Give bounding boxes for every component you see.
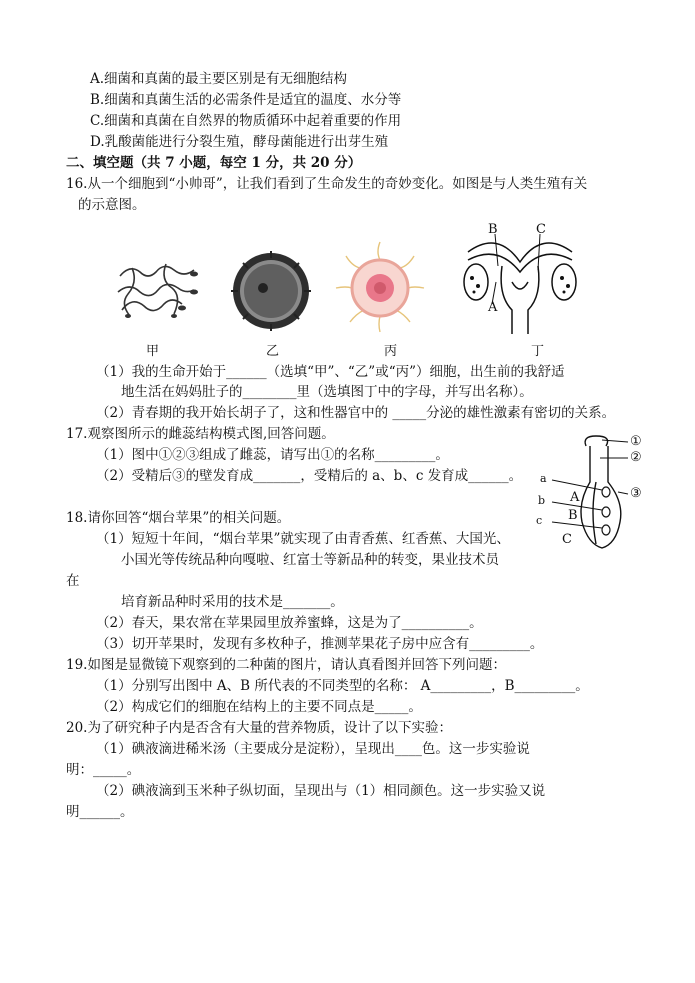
- egg-cell-illustration: [230, 250, 312, 332]
- q16-stem: 16.从一个细胞到“小帅哥”，让我们看到了生命发生的奇妙变化。如图是与人类生殖有关: [66, 176, 588, 192]
- uterus-diagram: [460, 220, 580, 336]
- q16-part1: （1）我的生命开始于______（选填“甲”、“乙”或“丙”）细胞，出生前的我舒适: [96, 364, 565, 380]
- q18-part1: （1）短短十年间，“烟台苹果”就实现了由青香蕉、红香蕉、大国光、: [96, 531, 510, 547]
- q18-part3: （3）切开苹果时，发现有多枚种子，推测苹果花子房中应含有_________。: [96, 636, 544, 652]
- pistil-diagram: [540, 432, 680, 550]
- option-b: B.细菌和真菌生活的必需条件是适宜的温度、水分等: [90, 92, 402, 108]
- sperm-illustration: [112, 254, 202, 326]
- option-a: A.细菌和真菌的最主要区别是有无细胞结构: [90, 71, 348, 87]
- uterus-label-a: A: [488, 300, 498, 315]
- q18-stem: 18.请你回答“烟台苹果”的相关问题。: [66, 510, 291, 526]
- q20-part2: （2）碘液滴到玉米种子纵切面，呈现出与（1）相同颜色。这一步实验又说: [96, 783, 546, 799]
- q20-part1-cont: 明：_____。: [66, 762, 141, 778]
- q16-stem-cont: 的示意图。: [78, 197, 146, 213]
- q17-part2: （2）受精后③的壁发育成_______，受精后的 a、b、c 发育成______。: [96, 468, 523, 484]
- pistil-label-3: ③: [630, 486, 642, 501]
- option-c: C.细菌和真菌在自然界的物质循环中起着重要的作用: [90, 113, 402, 129]
- pistil-label-C: C: [562, 532, 572, 547]
- q18-part1-cont3: 培育新品种时采用的技术是_______。: [121, 594, 344, 610]
- pistil-label-a: a: [540, 472, 547, 485]
- option-d: D.乳酸菌能进行分裂生殖，酵母菌能进行出芽生殖: [90, 134, 389, 150]
- pistil-label-A: A: [570, 490, 580, 505]
- q20-part1: （1）碘液滴进稀米汤（主要成分是淀粉），呈现出____色。这一步实验说: [96, 741, 530, 757]
- q16-part1-cont: 地生活在妈妈肚子的________里（选填图丁中的字母，并写出名称）。: [121, 384, 533, 400]
- figure-label-yi: 乙: [266, 344, 280, 359]
- q19-part1: （1）分别写出图中 A、B 所代表的不同类型的名称： A_________，B_________。: [96, 678, 589, 694]
- q16-part2: （2）青春期的我开始长胡子了，这和性器官中的 _____分泌的雄性激素有密切的关系。: [96, 405, 616, 421]
- figure-label-bing: 丙: [384, 344, 398, 359]
- uterus-label-b: B: [488, 222, 498, 237]
- q18-part1-cont: 小国光等传统品种向嘎啦、红富士等新品种的转变，果业技术员: [121, 552, 499, 568]
- fertilization-illustration: [330, 236, 430, 336]
- pistil-label-c: c: [536, 514, 543, 527]
- q20-stem: 20.为了研究种子内是否含有大量的营养物质，设计了以下实验：: [66, 720, 452, 736]
- q17-part1: （1）图中①②③组成了雌蕊，请写出①的名称_________。: [96, 447, 449, 463]
- section-heading: 二、填空题（共 7 小题，每空 1 分，共 20 分）: [66, 155, 362, 171]
- figure-label-jia: 甲: [146, 344, 160, 359]
- pistil-label-1: ①: [630, 434, 642, 449]
- pistil-label-b: b: [538, 494, 546, 507]
- q20-part2-cont: 明______。: [66, 804, 134, 820]
- q17-stem: 17.观察图所示的雌蕊结构模式图,回答问题。: [66, 426, 335, 442]
- q18-part1-cont2: 在: [66, 573, 80, 589]
- uterus-label-c: C: [536, 222, 546, 237]
- q19-part2: （2）构成它们的细胞在结构上的主要不同点是_____。: [96, 699, 422, 715]
- q19-stem: 19.如图是显微镜下观察到的二种菌的图片，请认真看图并回答下列问题：: [66, 657, 506, 673]
- q18-part2: （2）春天，果农常在苹果园里放养蜜蜂，这是为了__________。: [96, 615, 483, 631]
- pistil-label-2: ②: [630, 450, 642, 465]
- pistil-label-B: B: [568, 508, 578, 523]
- figure-label-ding: 丁: [531, 344, 545, 359]
